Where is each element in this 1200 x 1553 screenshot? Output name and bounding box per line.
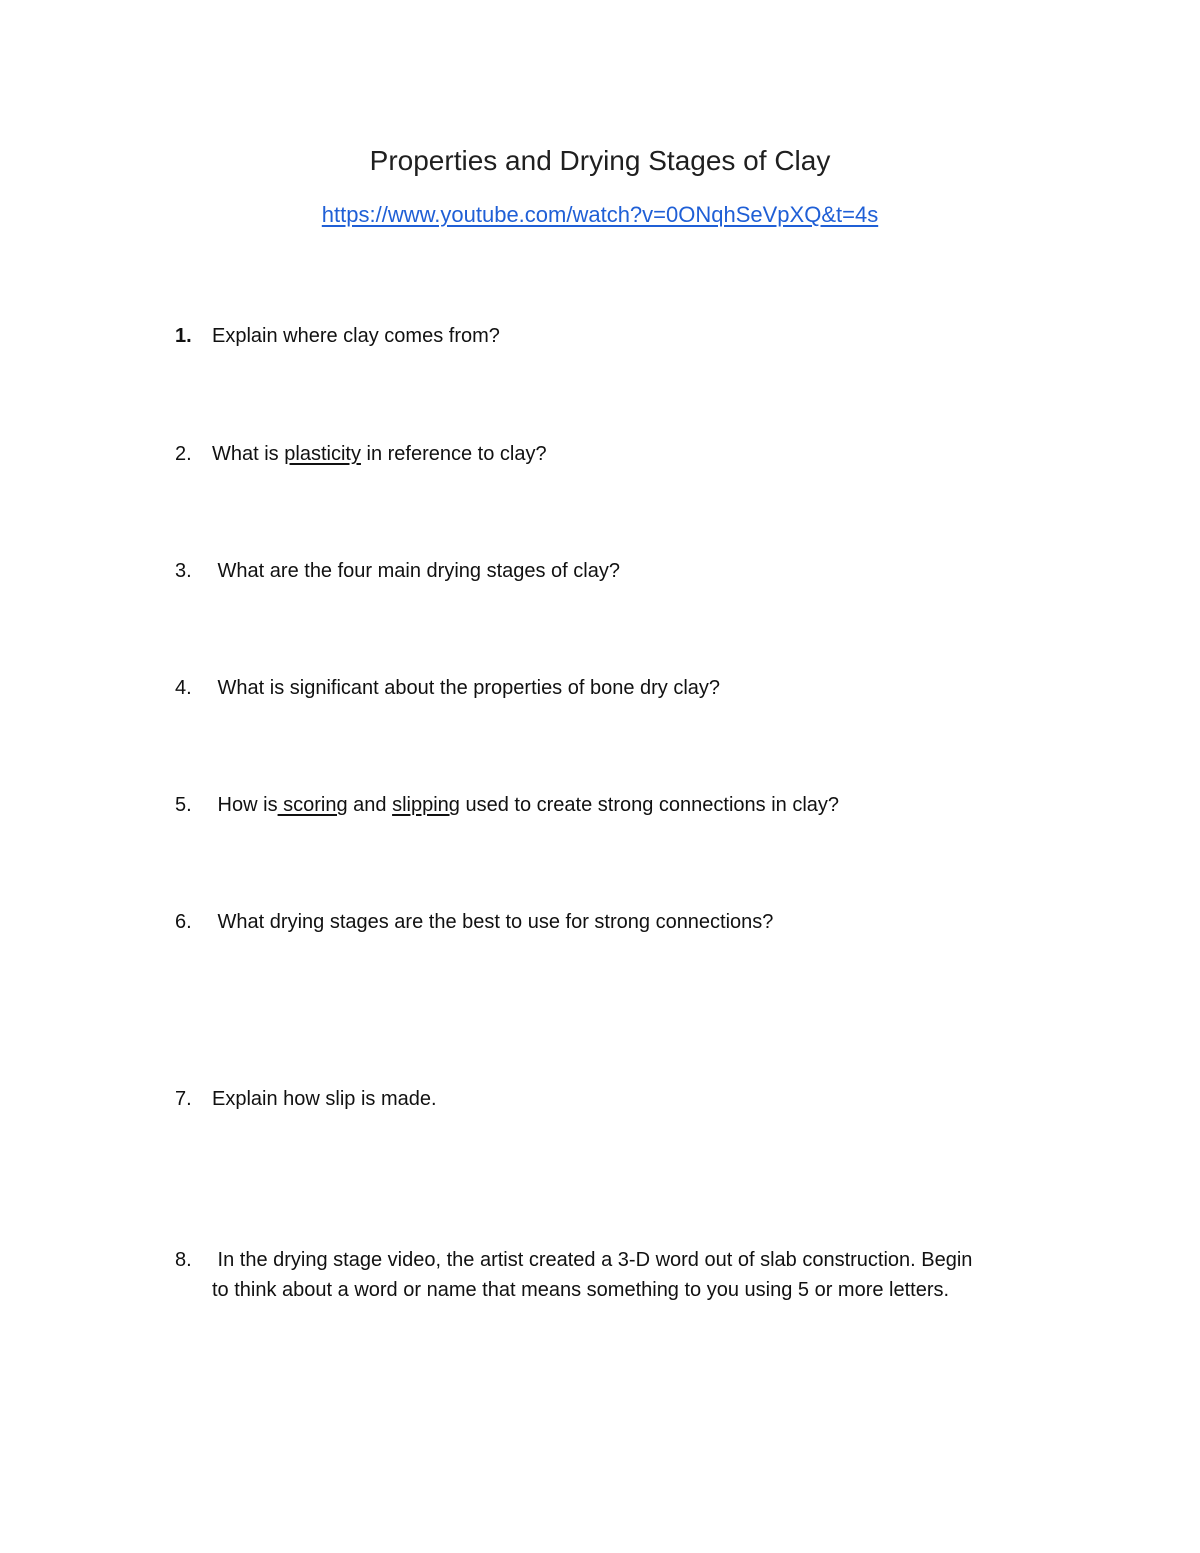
question-number: 7. — [175, 1088, 192, 1110]
question-number: 6. — [175, 911, 192, 933]
video-link[interactable]: https://www.youtube.com/watch?v=0ONqhSeVpXQ&t=4s — [321, 202, 879, 227]
question-text-line-1: In the drying stage video, the artist created a 3-D word out of slab construction. Begin — [212, 1249, 973, 1271]
question-text-middle: and — [347, 794, 393, 816]
question-6 — [175, 907, 1055, 937]
question-1 — [175, 321, 1055, 351]
question-5 — [175, 790, 1055, 820]
term-plasticity: plasticity — [284, 443, 361, 465]
term-slipping: slipping — [392, 794, 460, 816]
question-text: What drying stages are the best to use for strong connections? — [212, 911, 774, 933]
video-link-line — [0, 200, 1200, 230]
question-text: What are the four main drying stages of clay? — [212, 560, 620, 582]
question-text-line-2: to think about a word or name that means something to you using 5 or more letters. — [212, 1279, 950, 1301]
question-text-before: How is — [212, 794, 278, 816]
question-number: 5. — [175, 794, 192, 816]
question-2 — [175, 439, 1055, 469]
term-scoring: scoring — [277, 794, 348, 816]
question-text-after: used to create strong connections in clay? — [459, 794, 840, 816]
question-4 — [175, 673, 1055, 703]
page-title: Properties and Drying Stages of Clay — [369, 145, 831, 176]
question-text: What is significant about the properties of bone dry clay? — [212, 677, 721, 699]
question-number: 3. — [175, 560, 192, 582]
question-3 — [175, 556, 1055, 586]
question-8 — [175, 1245, 1055, 1305]
question-number: 1. — [175, 325, 192, 347]
question-number: 4. — [175, 677, 192, 699]
question-text-after: in reference to clay? — [360, 443, 547, 465]
question-text: Explain how slip is made. — [212, 1088, 437, 1110]
question-7 — [175, 1084, 1055, 1114]
question-number: 2. — [175, 443, 192, 465]
question-text-before: What is — [212, 443, 285, 465]
question-text: Explain where clay comes from? — [212, 325, 500, 347]
question-number: 8. — [175, 1249, 192, 1271]
